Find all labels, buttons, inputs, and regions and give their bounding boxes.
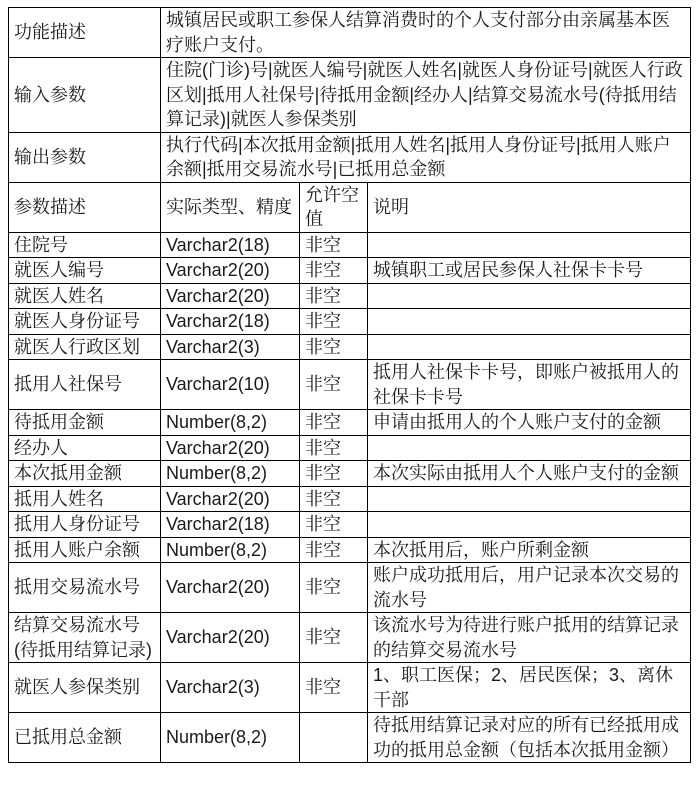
param-type: Number(8,2) [161, 410, 300, 436]
table-row-input-params [9, 58, 691, 133]
param-type: Varchar2(20) [161, 258, 300, 284]
param-nullable: 非空 [300, 461, 368, 487]
param-desc: 待抵用结算记录对应的所有已经抵用成功的抵用总金额（包括本次抵用金额） [368, 713, 691, 763]
table-row [9, 360, 691, 410]
header-type: 实际类型、精度 [161, 182, 300, 232]
param-type: Varchar2(18) [161, 309, 300, 335]
param-desc [368, 309, 691, 335]
table-row [9, 283, 691, 309]
param-nullable: 非空 [300, 309, 368, 335]
param-name: 抵用人社保号 [9, 360, 161, 410]
table-row-output-params [9, 132, 691, 182]
param-name: 抵用人姓名 [9, 486, 161, 512]
table-row [9, 563, 691, 613]
param-nullable: 非空 [300, 334, 368, 360]
param-type: Varchar2(3) [161, 334, 300, 360]
param-nullable [300, 713, 368, 763]
param-nullable: 非空 [300, 537, 368, 563]
param-name: 就医人参保类别 [9, 663, 161, 713]
param-type: Number(8,2) [161, 461, 300, 487]
row-label: 功能描述 [9, 8, 161, 58]
param-type: Varchar2(3) [161, 663, 300, 713]
param-desc: 该流水号为待进行账户抵用的结算记录的结算交易流水号 [368, 613, 691, 663]
row-label: 输出参数 [9, 132, 161, 182]
param-name: 结算交易流水号(待抵用结算记录) [9, 613, 161, 663]
header-nullable: 允许空值 [300, 182, 368, 232]
table-row [9, 663, 691, 713]
table-row [9, 613, 691, 663]
api-spec-table [8, 7, 691, 763]
header-param-desc: 参数描述 [9, 182, 161, 232]
table-row [9, 410, 691, 436]
row-value: 住院(门诊)号|就医人编号|就医人姓名|就医人身份证号|就医人行政区划|抵用人社保号|待抵用金额|经办人|结算交易流水号(待抵用结算记录)|就医人参保类别 [161, 58, 691, 133]
param-nullable: 非空 [300, 512, 368, 538]
param-desc: 本次抵用后，账户所剩金额 [368, 537, 691, 563]
table-row [9, 232, 691, 258]
param-desc: 申请由抵用人的个人账户支付的金额 [368, 410, 691, 436]
param-nullable: 非空 [300, 613, 368, 663]
param-type: Varchar2(20) [161, 563, 300, 613]
param-desc: 本次实际由抵用人个人账户支付的金额 [368, 461, 691, 487]
param-nullable: 非空 [300, 360, 368, 410]
param-type: Varchar2(20) [161, 435, 300, 461]
param-name: 就医人姓名 [9, 283, 161, 309]
table-row [9, 435, 691, 461]
param-type: Varchar2(18) [161, 232, 300, 258]
param-name: 就医人身份证号 [9, 309, 161, 335]
param-name: 抵用人账户余额 [9, 537, 161, 563]
param-name: 待抵用金额 [9, 410, 161, 436]
param-nullable: 非空 [300, 663, 368, 713]
param-desc: 城镇职工或居民参保人社保卡卡号 [368, 258, 691, 284]
param-name: 已抵用总金额 [9, 713, 161, 763]
param-type: Varchar2(20) [161, 486, 300, 512]
param-name: 经办人 [9, 435, 161, 461]
param-desc: 抵用人社保卡卡号，即账户被抵用人的社保卡卡号 [368, 360, 691, 410]
param-nullable: 非空 [300, 258, 368, 284]
param-nullable: 非空 [300, 410, 368, 436]
param-desc [368, 232, 691, 258]
param-desc [368, 334, 691, 360]
param-nullable: 非空 [300, 283, 368, 309]
param-nullable: 非空 [300, 435, 368, 461]
table-row [9, 713, 691, 763]
param-name: 住院号 [9, 232, 161, 258]
param-desc: 账户成功抵用后，用户记录本次交易的流水号 [368, 563, 691, 613]
row-value: 城镇居民或职工参保人结算消费时的个人支付部分由亲属基本医疗账户支付。 [161, 8, 691, 58]
param-nullable: 非空 [300, 232, 368, 258]
param-name: 本次抵用金额 [9, 461, 161, 487]
table-row [9, 486, 691, 512]
param-type: Varchar2(10) [161, 360, 300, 410]
param-type: Varchar2(18) [161, 512, 300, 538]
param-name: 抵用人身份证号 [9, 512, 161, 538]
table-row-function-description [9, 8, 691, 58]
table-row [9, 334, 691, 360]
param-type: Varchar2(20) [161, 283, 300, 309]
table-row [9, 461, 691, 487]
table-row [9, 309, 691, 335]
param-name: 抵用交易流水号 [9, 563, 161, 613]
row-label: 输入参数 [9, 58, 161, 133]
param-desc [368, 435, 691, 461]
row-value: 执行代码|本次抵用金额|抵用人姓名|抵用人身份证号|抵用人账户余额|抵用交易流水号|已抵用总金额 [161, 132, 691, 182]
header-description: 说明 [368, 182, 691, 232]
table-header-row [9, 182, 691, 232]
param-type: Varchar2(20) [161, 613, 300, 663]
param-nullable: 非空 [300, 563, 368, 613]
param-nullable: 非空 [300, 486, 368, 512]
param-type: Number(8,2) [161, 713, 300, 763]
table-row [9, 258, 691, 284]
table-row [9, 512, 691, 538]
param-desc: 1、职工医保；2、居民医保；3、离休干部 [368, 663, 691, 713]
table-row [9, 537, 691, 563]
param-type: Number(8,2) [161, 537, 300, 563]
param-desc [368, 486, 691, 512]
param-name: 就医人行政区划 [9, 334, 161, 360]
param-desc [368, 512, 691, 538]
param-name: 就医人编号 [9, 258, 161, 284]
param-desc [368, 283, 691, 309]
